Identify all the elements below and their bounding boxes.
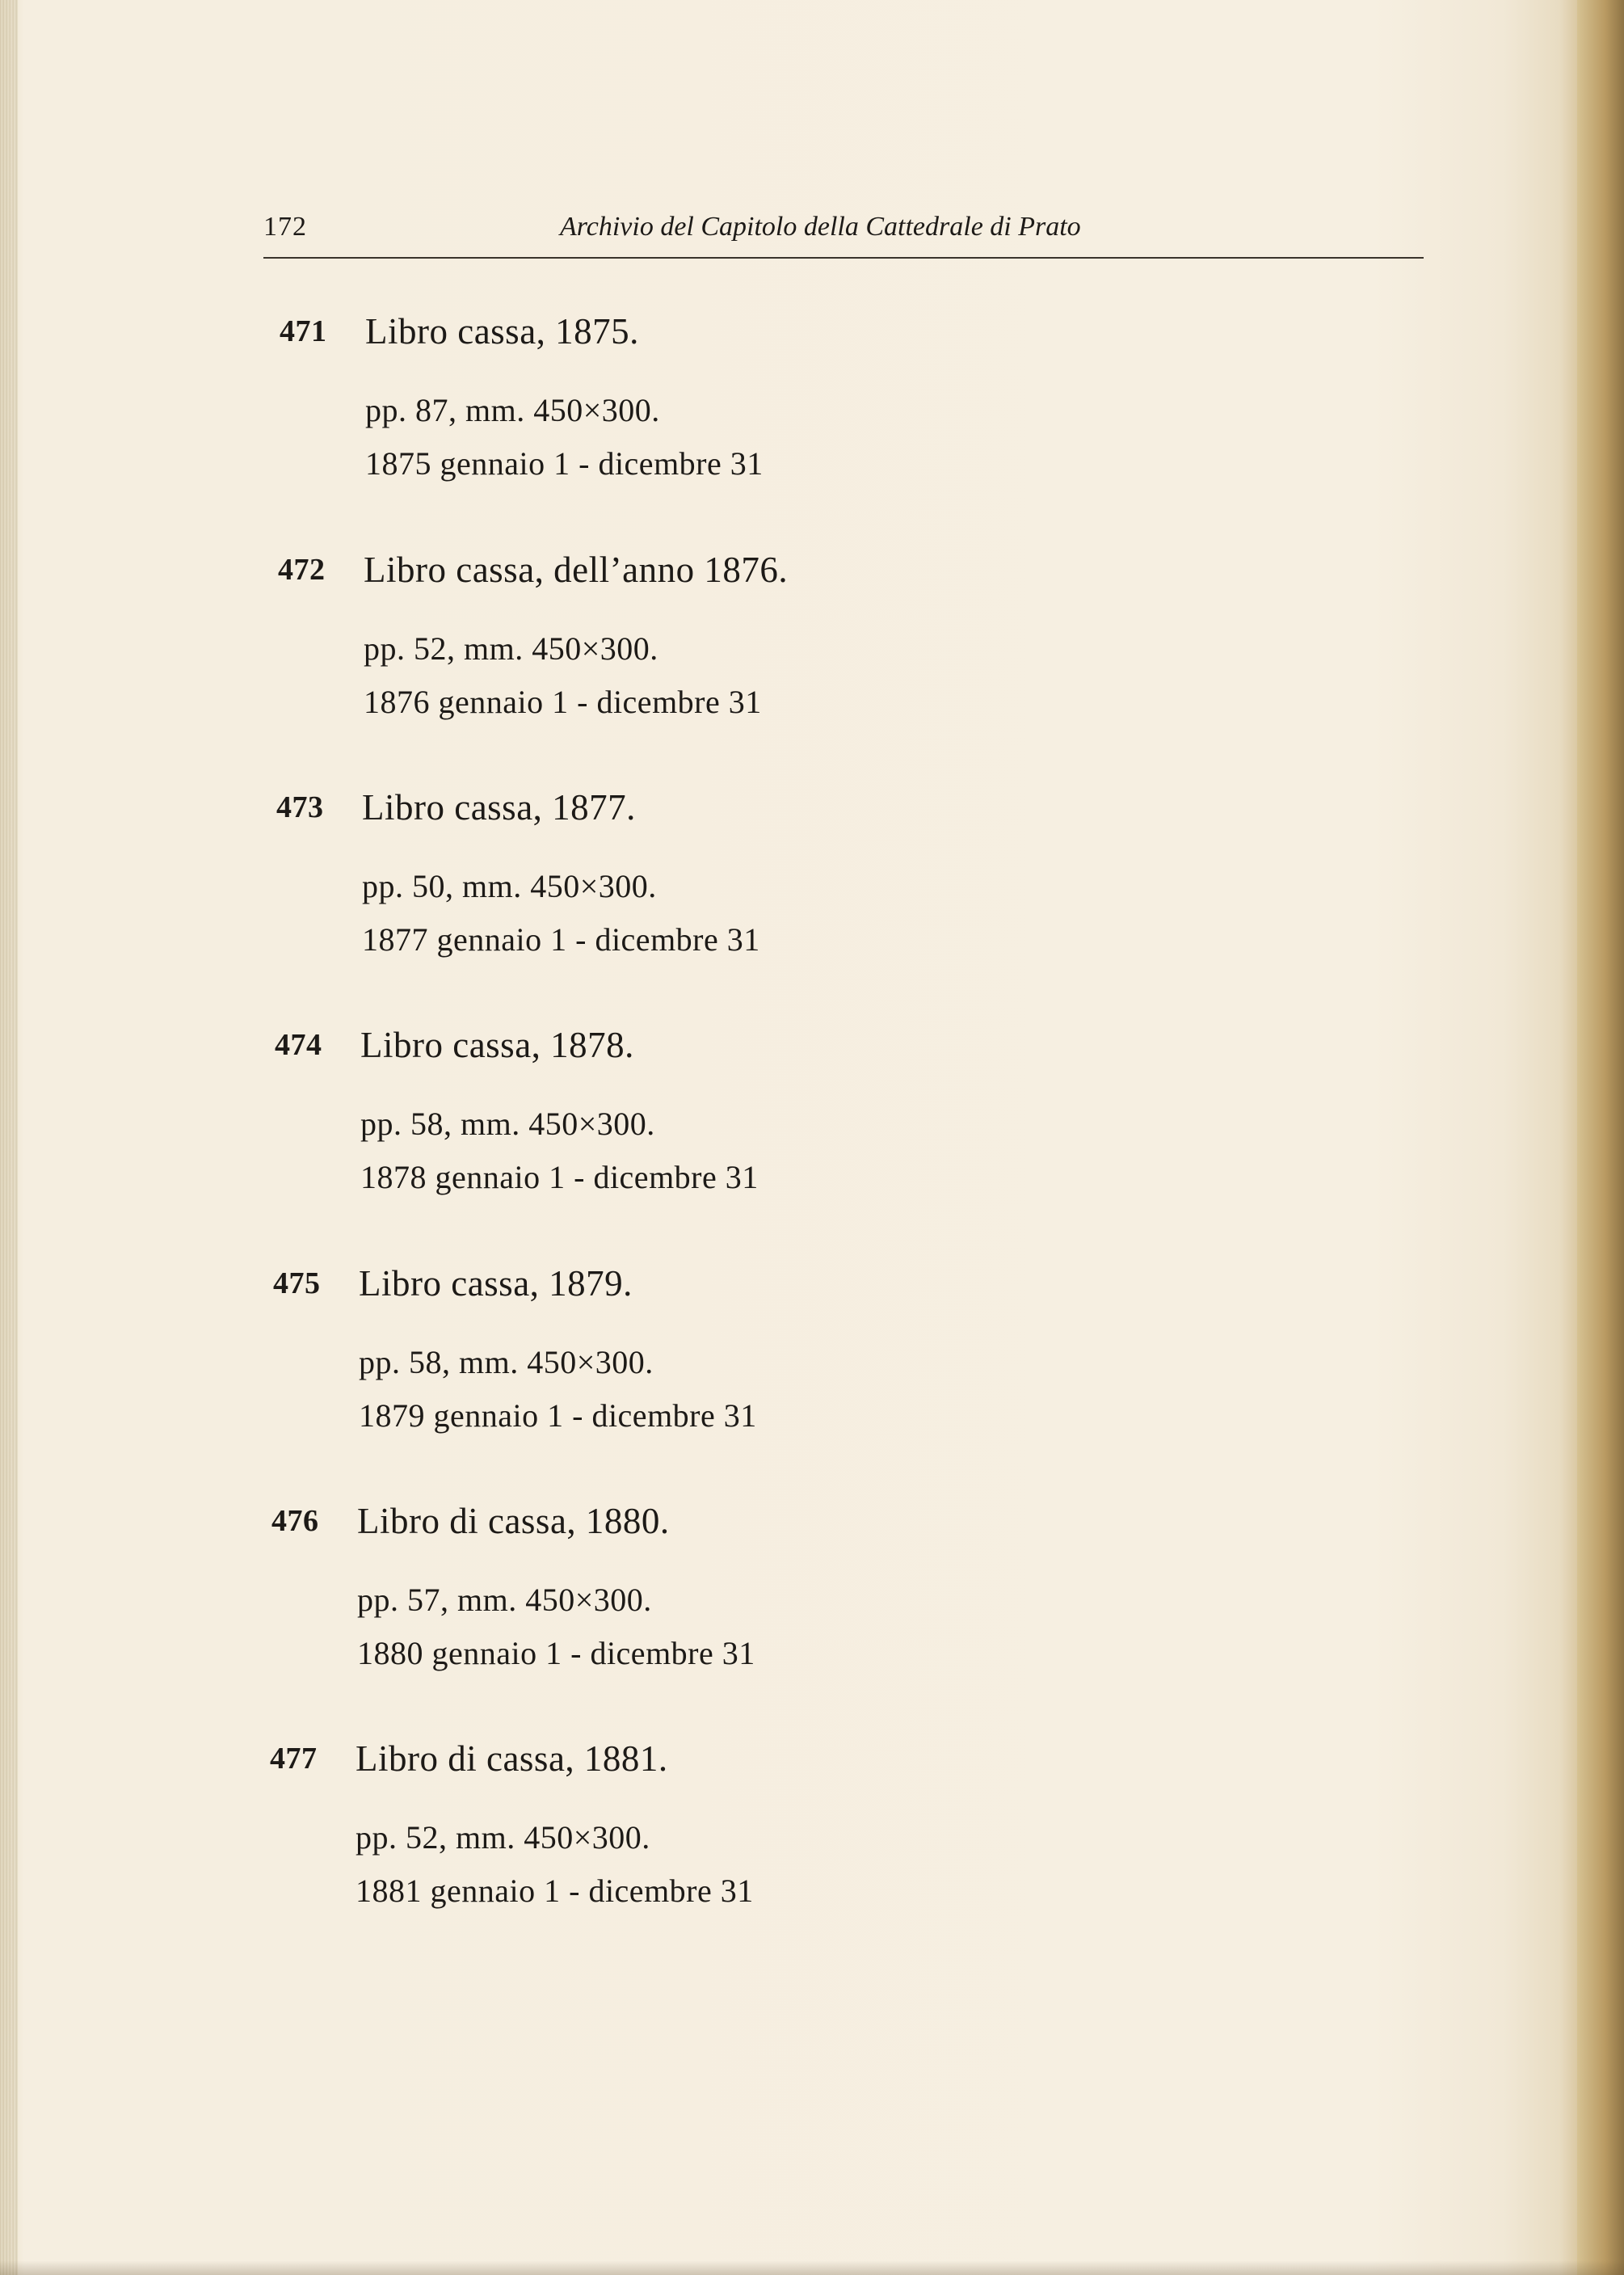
entry-title: Libro di cassa, 1880. xyxy=(357,1501,670,1541)
entry-dates: 1880 gennaio 1 - dicembre 31 xyxy=(357,1635,755,1671)
entry-title: Libro cassa, dell’anno 1876. xyxy=(364,550,789,590)
entry-description: pp. 58, mm. 450×300. xyxy=(359,1344,654,1380)
entry-dates: 1875 gennaio 1 - dicembre 31 xyxy=(365,445,764,482)
page-bottom-shadow xyxy=(0,2260,1624,2275)
entry-description: pp. 52, mm. 450×300. xyxy=(356,1819,650,1856)
entry-description: pp. 58, mm. 450×300. xyxy=(360,1106,655,1142)
entry-description: pp. 50, mm. 450×300. xyxy=(362,868,657,904)
page-fore-edge xyxy=(1577,0,1624,2275)
entry-dates: 1879 gennaio 1 - dicembre 31 xyxy=(359,1397,757,1434)
running-head xyxy=(263,212,1424,259)
entry-number: 474 xyxy=(275,1028,322,1062)
entry-number: 476 xyxy=(271,1504,319,1538)
entry-number: 477 xyxy=(270,1742,318,1776)
entry-dates: 1881 gennaio 1 - dicembre 31 xyxy=(356,1873,754,1909)
entry-description: pp. 57, mm. 450×300. xyxy=(357,1582,652,1618)
entry-title: Libro cassa, 1878. xyxy=(360,1025,634,1065)
entry-description: pp. 87, mm. 450×300. xyxy=(365,392,660,428)
page-number: 172 xyxy=(263,212,307,242)
entry-title: Libro cassa, 1877. xyxy=(362,787,636,828)
entry-number: 472 xyxy=(278,553,326,587)
entry-dates: 1877 gennaio 1 - dicembre 31 xyxy=(362,921,760,958)
entry-dates: 1878 gennaio 1 - dicembre 31 xyxy=(360,1159,759,1195)
entry-number: 475 xyxy=(273,1266,321,1300)
entry-dates: 1876 gennaio 1 - dicembre 31 xyxy=(364,684,762,720)
entry-description: pp. 52, mm. 450×300. xyxy=(364,630,658,667)
page-gutter-edge xyxy=(0,0,18,2275)
entry-title: Libro cassa, 1879. xyxy=(359,1263,633,1304)
entry-number: 471 xyxy=(280,314,327,348)
entry-number: 473 xyxy=(276,790,324,824)
entry-title: Libro di cassa, 1881. xyxy=(356,1738,668,1779)
running-title: Archivio del Capitolo della Cattedrale di Prato xyxy=(560,212,1081,242)
entry-title: Libro cassa, 1875. xyxy=(365,311,639,352)
